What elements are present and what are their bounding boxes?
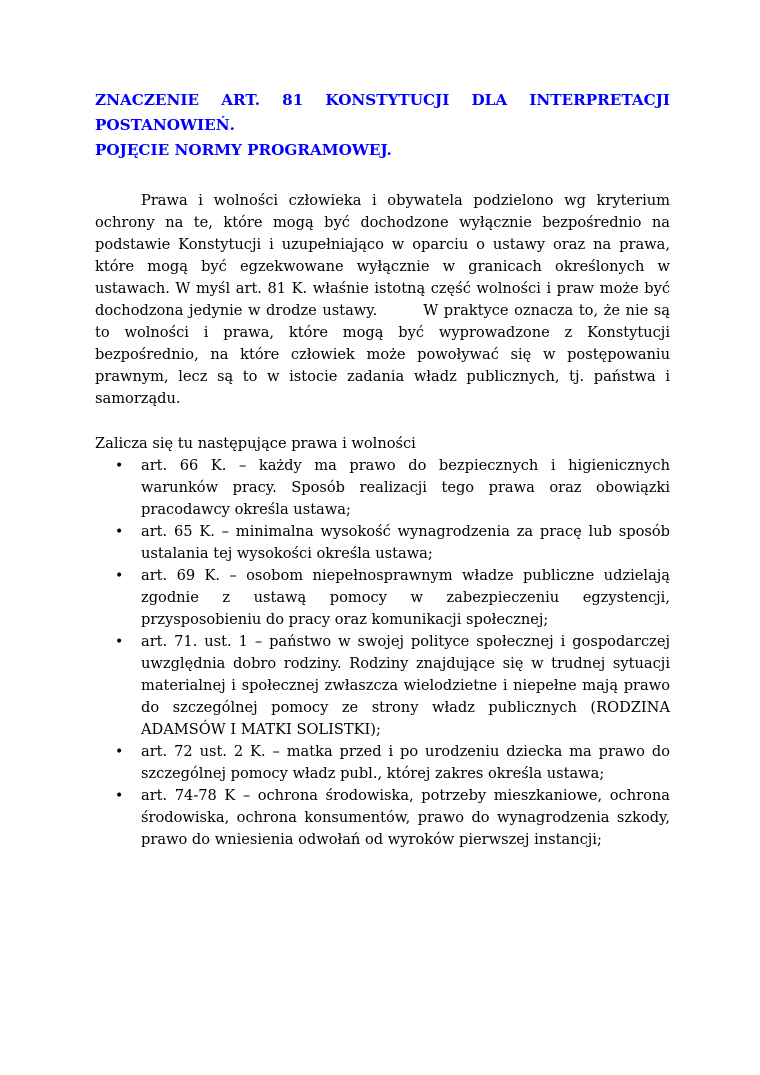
document-heading <box>95 88 670 163</box>
list-item-text: art. 69 K. – osobom niepełnosprawnym władze publiczne udzielają zgodnie z ustawą pomocy w zabezpieczeniu egzystencji, przysposobieniu do pracy oraz komunikacji społecznej; <box>141 567 670 628</box>
list-item <box>95 521 670 565</box>
list-item-text: art. 66 K. – każdy ma prawo do bezpiecznych i higienicznych warunków pracy. Sposób realizacji tego prawa oraz obowiązki pracodawcy określa ustawa; <box>141 457 670 518</box>
list-intro: Zalicza się tu następujące prawa i wolności <box>95 435 416 452</box>
paragraph-part-2: W praktyce oznacza to, że nie są to wolności i prawa, które mogą być wyprowadzone z Konstytucji bezpośrednio, na które człowiek może powoływać się w postępowaniu prawnym, lecz są to w istocie zadania władz publicznych, tj. państwa i samorządu. <box>95 302 670 407</box>
bullet-icon: • <box>115 788 124 804</box>
list-item <box>95 631 670 741</box>
list-item <box>95 741 670 785</box>
list-item <box>95 565 670 631</box>
bullet-icon: • <box>115 568 124 584</box>
paragraph-part-1: Prawa i wolności człowieka i obywatela podzielono wg kryterium ochrony na te, które mogą być dochodzone wyłącznie bezpośrednio na podstawie Konstytucji i uzupełniająco w oparciu o ustawy oraz na prawa, które mogą być egzekwowane wyłącznie w granicach określonych w ustawach. W myśl art. 81 K. właśnie istotną część wolności i praw może być dochodzona jedynie w drodze ustawy. <box>95 192 670 319</box>
list-item-text: art. 65 K. – minimalna wysokość wynagrodzenia za pracę lub sposób ustalania tej wysokości określa ustawa; <box>141 523 670 562</box>
list-item <box>95 455 670 521</box>
bullet-icon: • <box>115 744 124 760</box>
heading-line-1: ZNACZENIE ART. 81 KONSTYTUCJI DLA INTERPRETACJI <box>95 91 670 109</box>
list-item-text: art. 71. ust. 1 – państwo w swojej polityce społecznej i gospodarczej uwzględnia dobro rodziny. Rodziny znajdujące się w trudnej sytuacji materialnej i społecznej zwłaszcza wielodzietne i niepełne mają prawo do szczególnej pomocy ze strony władz publicznych (RODZINA ADAMSÓW I MATKI SOLISTKI); <box>141 633 670 738</box>
list-item-text: art. 72 ust. 2 K. – matka przed i po urodzeniu dziecka ma prawo do szczególnej pomocy władz publ., której zakres określa ustawa; <box>141 743 670 782</box>
body-paragraph <box>95 190 670 410</box>
list-item <box>95 785 670 851</box>
list-item-text: art. 74-78 K – ochrona środowiska, potrzeby mieszkaniowe, ochrona środowiska, ochrona konsumentów, prawo do wynagrodzenia szkody, prawo do wniesienia odwołań od wyroków pierwszej instancji; <box>141 787 670 848</box>
document-page <box>95 88 670 851</box>
rights-list <box>95 455 670 851</box>
bullet-icon: • <box>115 634 124 650</box>
heading-line-3: POJĘCIE NORMY PROGRAMOWEJ. <box>95 141 392 159</box>
bullet-icon: • <box>115 458 124 474</box>
bullet-icon: • <box>115 524 124 540</box>
heading-line-2: POSTANOWIEŃ. <box>95 116 235 134</box>
